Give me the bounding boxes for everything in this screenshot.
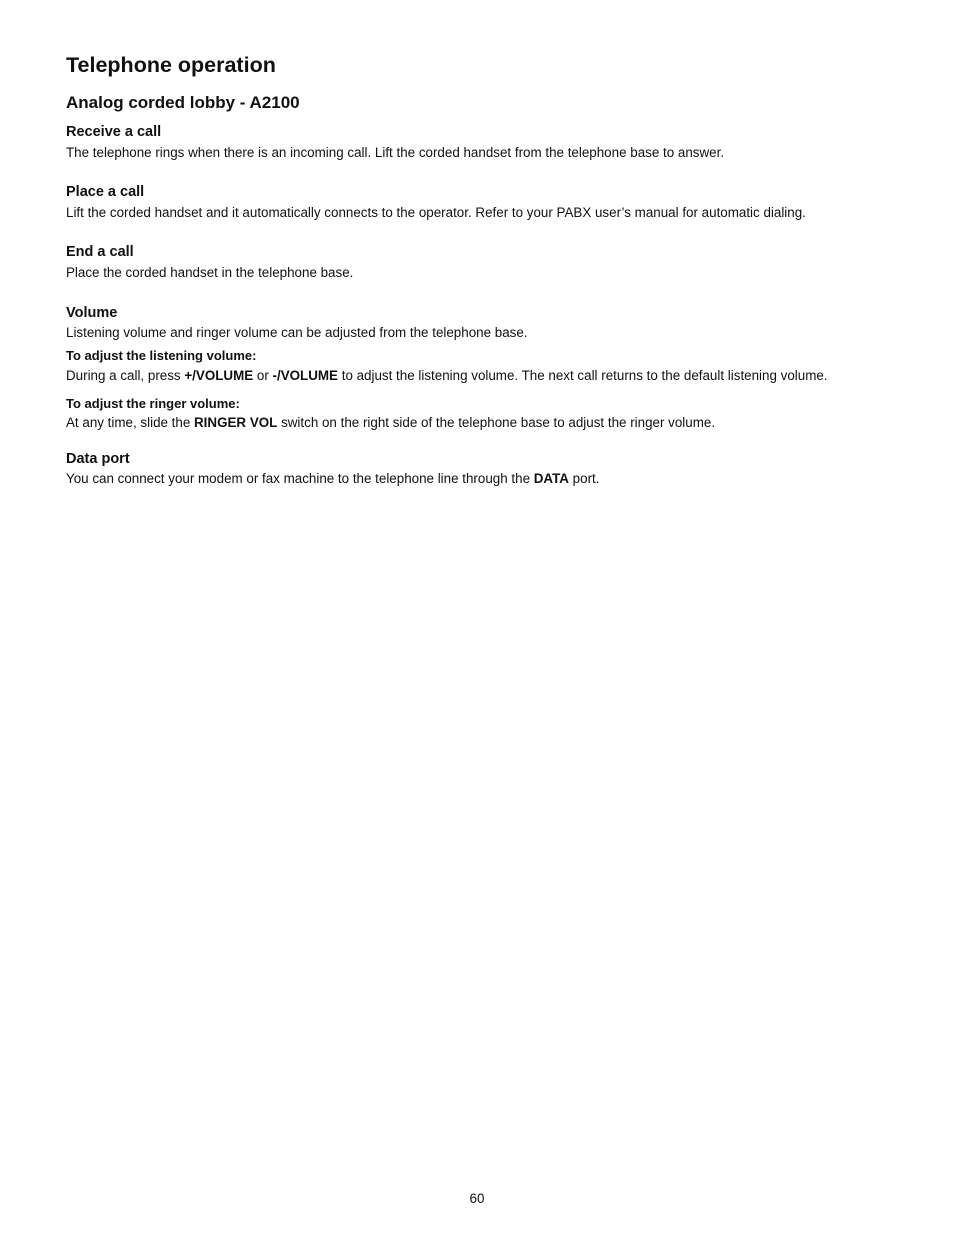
data-port-text: You can connect your modem or fax machine to the telephone line through the DATA port. xyxy=(66,471,600,486)
data-port-heading: Data port xyxy=(66,451,130,467)
volume-text: Listening volume and ringer volume can be adjusted from the telephone base. xyxy=(66,325,528,340)
volume-heading: Volume xyxy=(66,305,118,321)
section-title: Analog corded lobby - A2100 xyxy=(66,93,300,112)
listening-volume-heading: To adjust the listening volume: xyxy=(66,348,257,363)
ringer-vol-switch-label: RINGER VOL xyxy=(194,415,278,430)
receive-call-text: The telephone rings when there is an incoming call. Lift the corded handset from the telephone base to answer. xyxy=(66,145,725,160)
end-call-text: Place the corded handset in the telephone base. xyxy=(66,265,354,280)
data-port-label: DATA xyxy=(533,471,569,486)
page-title: Telephone operation xyxy=(66,53,276,77)
page-number: 60 xyxy=(469,1191,485,1206)
minus-volume-key: -/VOLUME xyxy=(272,368,338,383)
end-call-heading: End a call xyxy=(66,244,134,260)
place-call-heading: Place a call xyxy=(66,184,145,200)
ringer-volume-heading: To adjust the ringer volume: xyxy=(66,396,240,411)
plus-volume-key: +/VOLUME xyxy=(184,368,254,383)
receive-call-heading: Receive a call xyxy=(66,124,162,140)
place-call-text: Lift the corded handset and it automatically connects to the operator. Refer to your PABX user’s manual for automatic dialing. xyxy=(66,205,806,220)
listening-volume-text: During a call, press +/VOLUME or -/VOLUME to adjust the listening volume. The next call returns to the default listening volume. xyxy=(66,368,828,383)
ringer-volume-text: At any time, slide the RINGER VOL switch on the right side of the telephone base to adjust the ringer volume. xyxy=(66,415,716,430)
